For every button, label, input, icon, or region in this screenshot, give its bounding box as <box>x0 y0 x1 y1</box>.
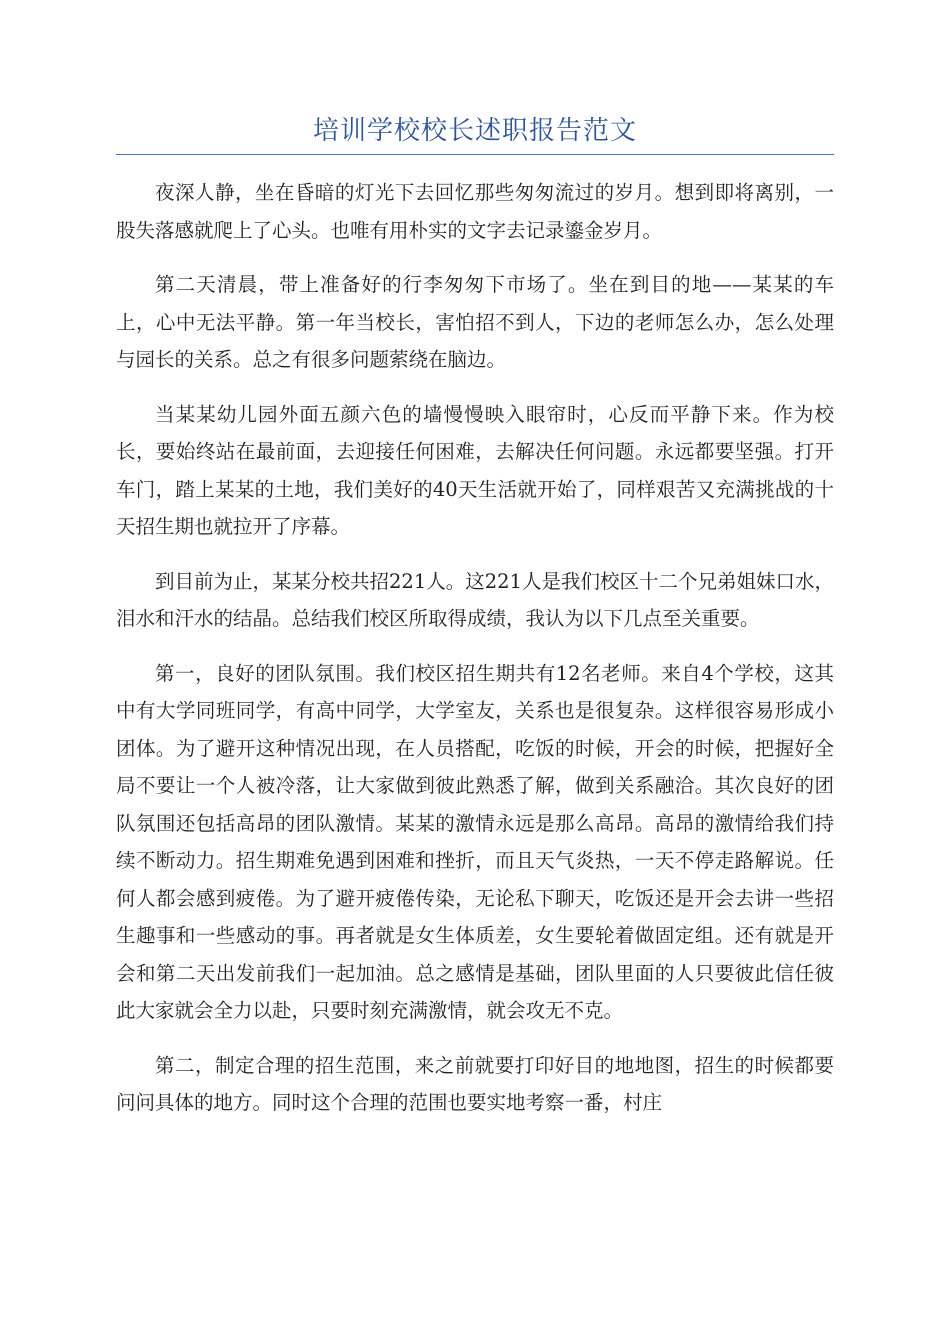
paragraph-6: 第二，制定合理的招生范围，来之前就要打印好目的地地图，招生的时候都要问问具体的地方。同时这个合理的范围也要实地考察一番，村庄 <box>116 1053 834 1114</box>
paragraph-2: 第二天清晨，带上准备好的行李匆匆下市场了。坐在到目的地——某某的车上，心中无法平静。第一年当校长，害怕招不到人，下边的老师怎么办，怎么处理与园长的关系。总之有很多问题萦绕在脑边。 <box>116 273 834 371</box>
title-underline <box>116 154 834 155</box>
paragraph-1: 夜深人静，坐在昏暗的灯光下去回忆那些匆匆流过的岁月。想到即将离别，一股失落感就爬上了心头。也唯有用朴实的文字去记录鎏金岁月。 <box>116 181 834 242</box>
paragraph-3: 当某某幼儿园外面五颜六色的墙慢慢映入眼帘时，心反而平静下来。作为校长，要始终站在最前面，去迎接任何困难，去解决任何问题。永远都要坚强。打开车门，踏上某某的土地，我们美好的40天生活就开始了，同样艰苦又充满挑战的十天招生期也就拉开了序幕。 <box>116 402 834 538</box>
paragraph-5: 第一，良好的团队氛围。我们校区招生期共有12名老师。来自4个学校，这其中有大学同班同学，有高中同学，大学室友，关系也是很复杂。这样很容易形成小团体。为了避开这种情况出现，在人员搭配，吃饭的时候，开会的时候，把握好全局不要让一个人被冷落，让大家做到彼此熟悉了解，做到关系融洽。其次良好的团队氛围还包括高昂的团队激情。某某的激情永远是那么高昂。高昂的激情给我们持续不断动力。招生期难免遇到困难和挫折，而且天气炎热，一天不停走路解说。任何人都会感到疲倦。为了避开疲倦传染，无论私下聊天，吃饭还是开会去讲一些招生趣事和一些感动的事。再者就是女生体质差，女生要轮着做固定组。还有就是开会和第二天出发前我们一起加油。总之感情是基础，团队里面的人只要彼此信任彼此大家就会全力以赴，只要时刻充满激情，就会攻无不克。 <box>116 661 834 1022</box>
document-title: 培训学校校长述职报告范文 <box>312 116 637 146</box>
document-body <box>116 174 834 1139</box>
paragraph-4: 到目前为止，某某分校共招221人。这221人是我们校区十二个兄弟姐妹口水，泪水和汗水的结晶。总结我们校区所取得成绩，我认为以下几点至关重要。 <box>116 569 834 630</box>
